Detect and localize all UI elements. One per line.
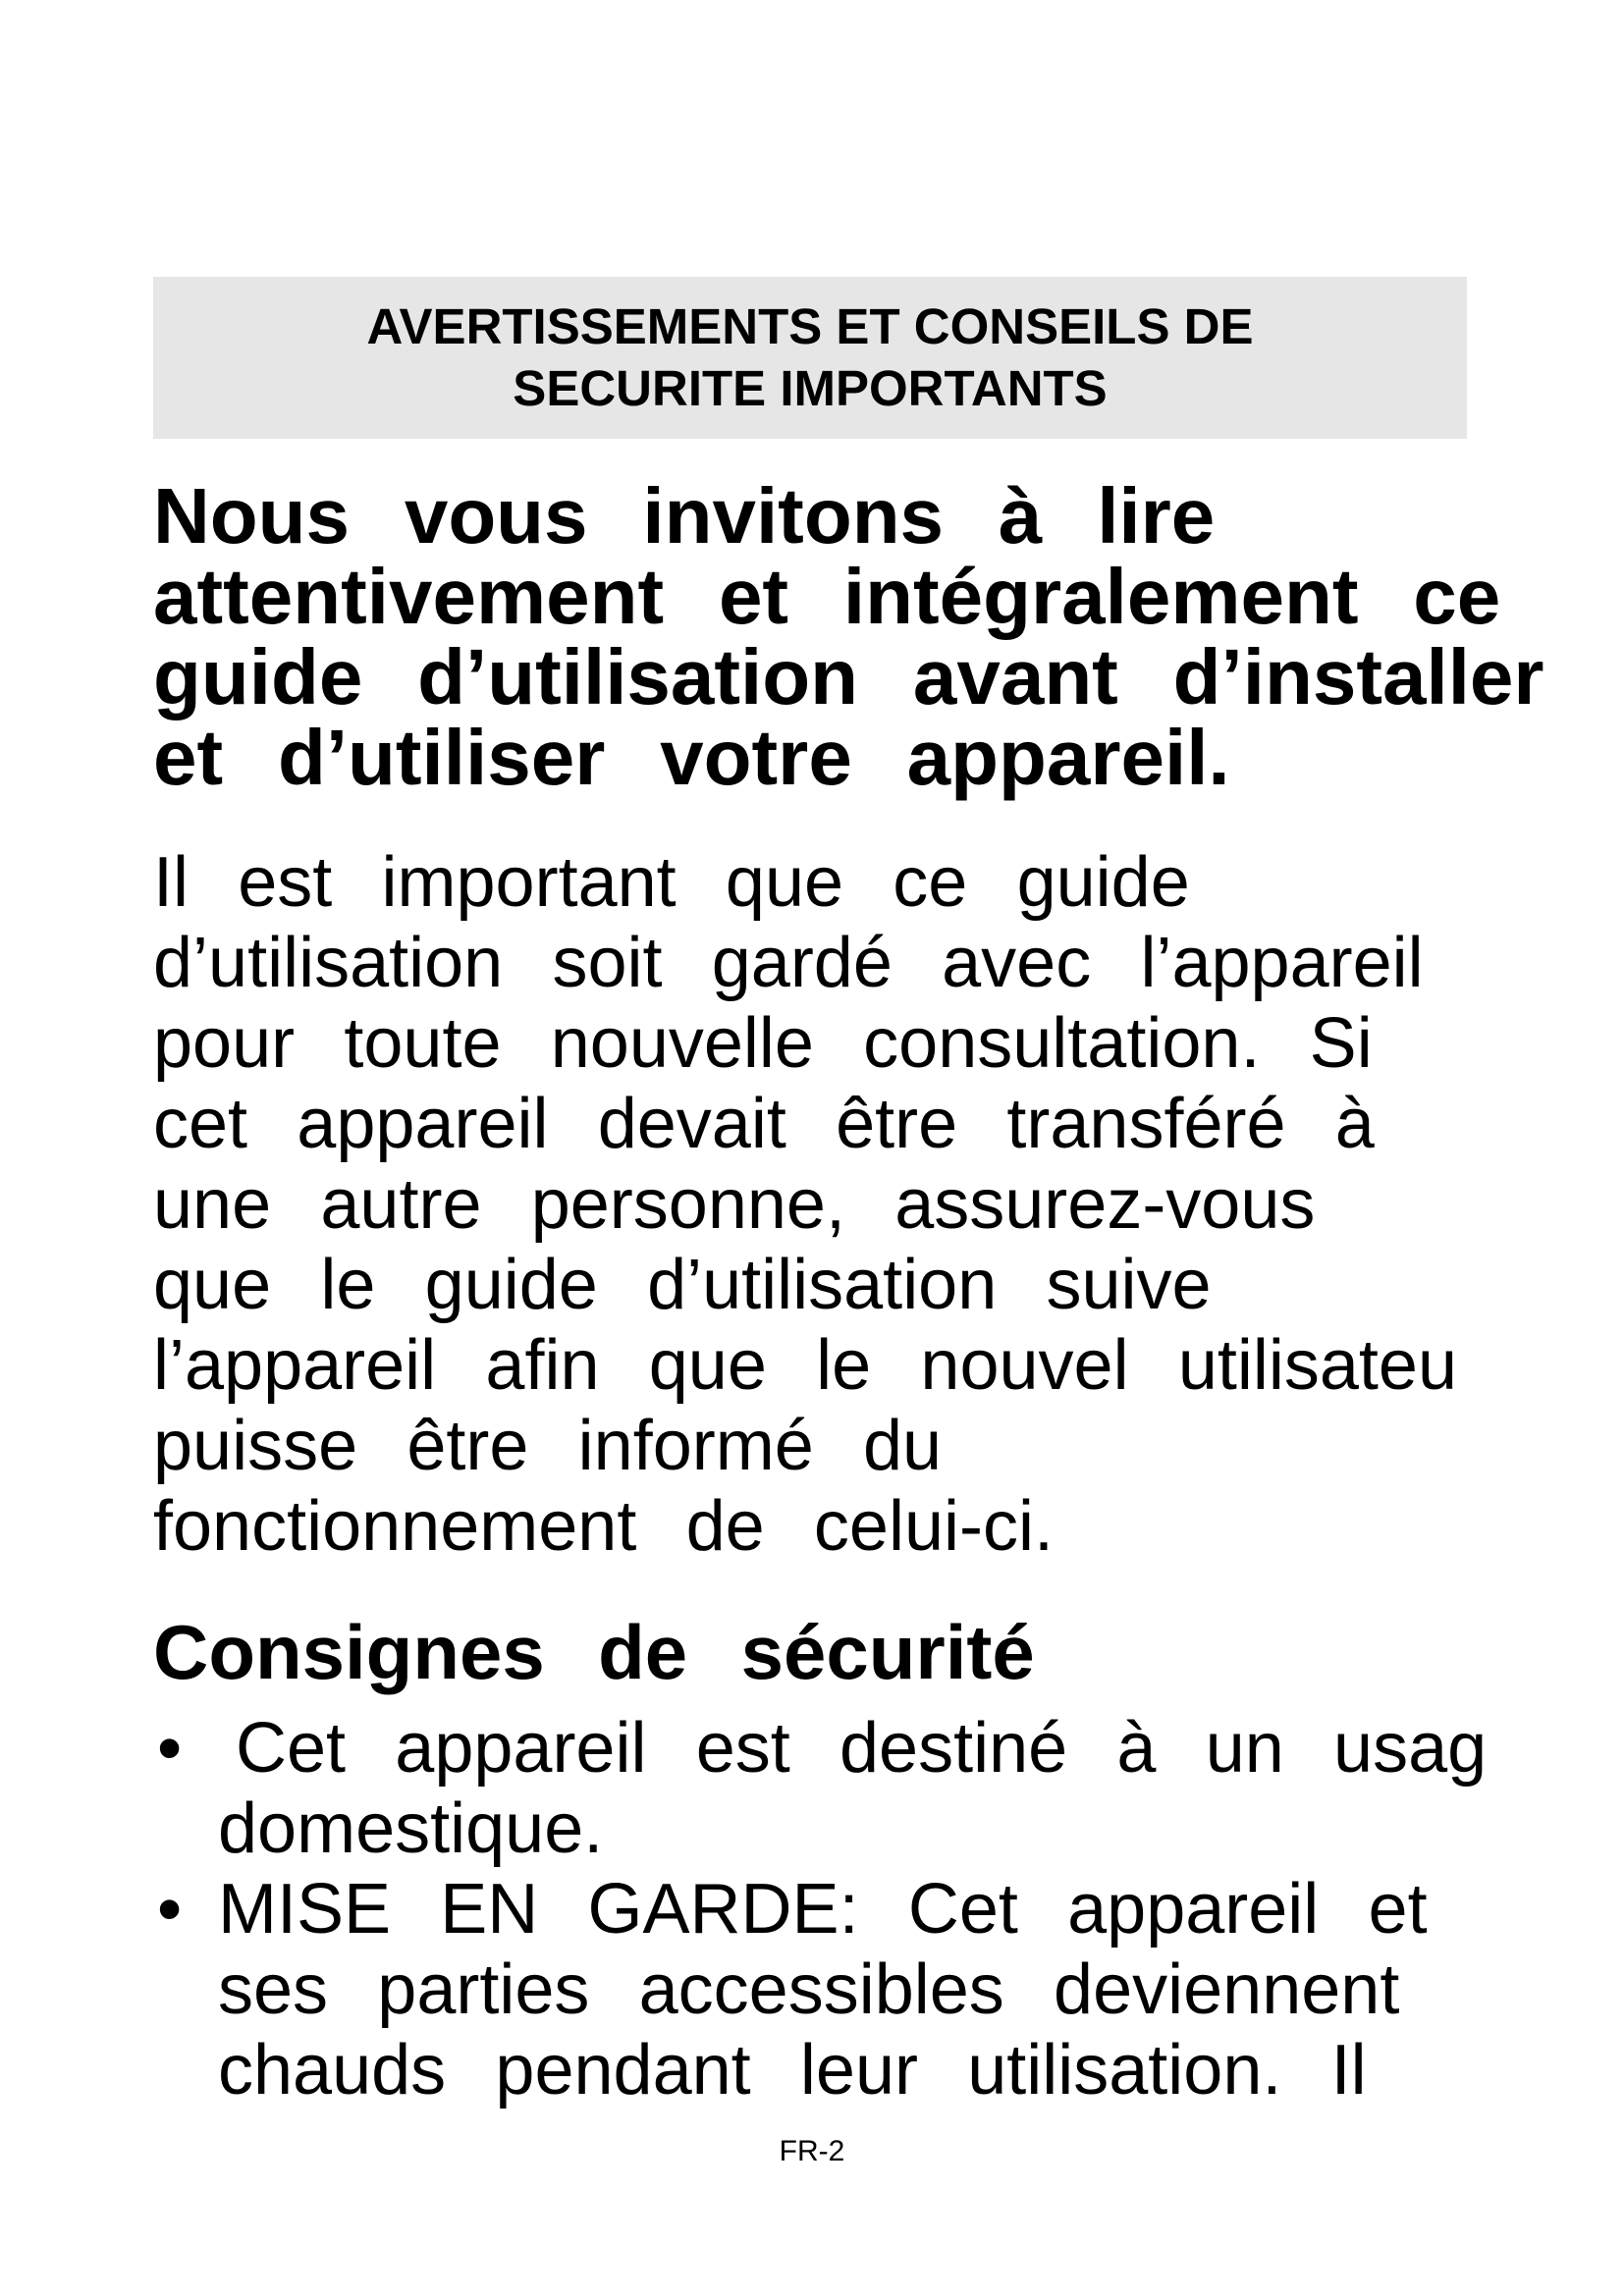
list-item (153, 1869, 1487, 2110)
bullet-icon: • (157, 1709, 183, 1788)
bullet-line: Cet appareil est destiné à un usag (236, 1709, 1488, 1788)
bullet-icon: • (157, 1870, 183, 1949)
banner-title-line-1: AVERTISSEMENTS ET CONSEILS DE (366, 298, 1254, 354)
bullet-line: chauds pendant leur utilisation. Il (218, 2031, 1367, 2109)
paragraph-line: que le guide d’utilisation suive (153, 1246, 1212, 1324)
banner-title-line-2: SECURITE IMPORTANTS (513, 360, 1108, 416)
section-title: Consignes de sécurité (153, 1609, 1035, 1695)
paragraph-line: Il est important que ce guide (153, 843, 1190, 922)
intro-paragraph (153, 472, 1544, 801)
bullet-line: MISE EN GARDE: Cet appareil et (218, 1870, 1428, 1949)
paragraph-line: pour toute nouvelle consultation. Si (153, 1004, 1373, 1083)
paragraph-line: une autre personne, assurez-vous (153, 1165, 1316, 1244)
paragraph-line: l’appareil afin que le nouvel utilisateu (153, 1326, 1457, 1405)
paragraph-line: fonctionnement de celui-ci. (153, 1487, 1054, 1566)
guide-keeping-paragraph (153, 842, 1457, 1567)
safety-warnings-banner (153, 277, 1467, 439)
bullet-line: domestique. (218, 1789, 604, 1868)
bullet-line: ses parties accessibles deviennent (218, 1950, 1400, 2029)
intro-line: et d’utiliser votre appareil. (153, 714, 1230, 801)
page-number: FR-2 (779, 2135, 845, 2167)
list-item (153, 1708, 1487, 1869)
intro-line: attentivement et intégralement ce (153, 553, 1501, 640)
intro-line: Nous vous invitons à lire (153, 472, 1216, 560)
paragraph-line: d’utilisation soit gardé avec l’appareil (153, 924, 1424, 1002)
paragraph-line: cet appareil devait être transféré à (153, 1085, 1375, 1163)
intro-line: guide d’utilisation avant d’installer (153, 633, 1544, 721)
paragraph-line: puisse être informé du (153, 1407, 943, 1485)
safety-bullet-list (153, 1708, 1487, 2110)
